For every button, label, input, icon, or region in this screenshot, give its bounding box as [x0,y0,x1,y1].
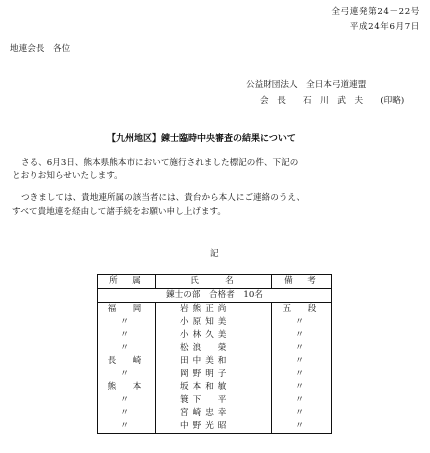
cell-affiliation: 〃 [120,421,133,432]
body-paragraph-2-line-2: すべて貴地連を経由して諸手続をお願い申し上げます。 [12,207,226,217]
table-row [98,407,332,420]
section-label: 錬士の部 合格者 10名 [98,289,332,303]
header-affiliation: 所 属 [98,275,156,289]
cell-affiliation: 〃 [120,395,133,406]
document-title: 【九州地区】錬士臨時中央審査の結果について [107,134,296,144]
table-row [98,394,332,407]
cell-name: 岡野明子 [156,368,272,381]
table-header-row [98,275,332,289]
sender-name: 会 長 石 川 武 夫 (印略) [260,96,405,106]
cell-affiliation: 〃 [120,343,133,354]
cell-name: 田中美和 [156,355,272,368]
reference-number: 全弓連発第24－22号 [331,7,420,17]
table-row [98,355,332,368]
cell-affiliation: 〃 [120,369,133,380]
cell-name: 小原知美 [156,316,272,329]
header-remarks: 備 考 [272,275,332,289]
results-table [97,274,332,434]
table-row [98,329,332,342]
cell-name: 宮崎忠幸 [156,407,272,420]
body-paragraph-1-line-1: さる、6月3日、熊本県熊本市において施行されました標記の件、下記の [21,158,299,168]
addressee: 地連会長 各位 [10,44,71,54]
cell-remarks: 〃 [272,342,332,355]
table-row [98,420,332,434]
issue-date: 平成24年6月7日 [349,22,420,32]
section-row [98,289,332,303]
cell-name: 小林久美 [156,329,272,342]
ki-heading: 記 [210,249,219,259]
body-paragraph-1-line-2: とおりお知らせいたします。 [12,171,123,181]
cell-affiliation: 福 岡 [107,304,146,315]
cell-name: 岩熊正尚 [156,303,272,317]
cell-remarks: 〃 [272,355,332,368]
cell-name: 松浪 榮 [156,342,272,355]
cell-remarks: 〃 [272,381,332,394]
cell-remarks: 〃 [272,407,332,420]
cell-affiliation: 〃 [120,408,133,419]
cell-name: 簑下 平 [156,394,272,407]
table-row [98,316,332,329]
cell-affiliation: 熊 本 [107,382,146,393]
cell-remarks: 〃 [272,420,332,434]
cell-name: 坂本和敏 [156,381,272,394]
cell-remarks: 五 段 [272,303,332,317]
cell-remarks: 〃 [272,329,332,342]
table-row [98,368,332,381]
sender-organization: 公益財団法人 全日本弓道連盟 [246,80,367,90]
cell-remarks: 〃 [272,368,332,381]
cell-remarks: 〃 [272,316,332,329]
body-paragraph-2-line-1: つきましては、貴地連所属の該当者には、貴台から本人にご連絡のうえ、 [21,193,306,203]
table-row [98,303,332,317]
cell-remarks: 〃 [272,394,332,407]
header-name: 氏 名 [156,275,272,289]
cell-affiliation: 長 崎 [107,356,146,367]
cell-affiliation: 〃 [120,317,133,328]
table-row [98,381,332,394]
table-row [98,342,332,355]
cell-name: 中野光昭 [156,420,272,434]
cell-affiliation: 〃 [120,330,133,341]
